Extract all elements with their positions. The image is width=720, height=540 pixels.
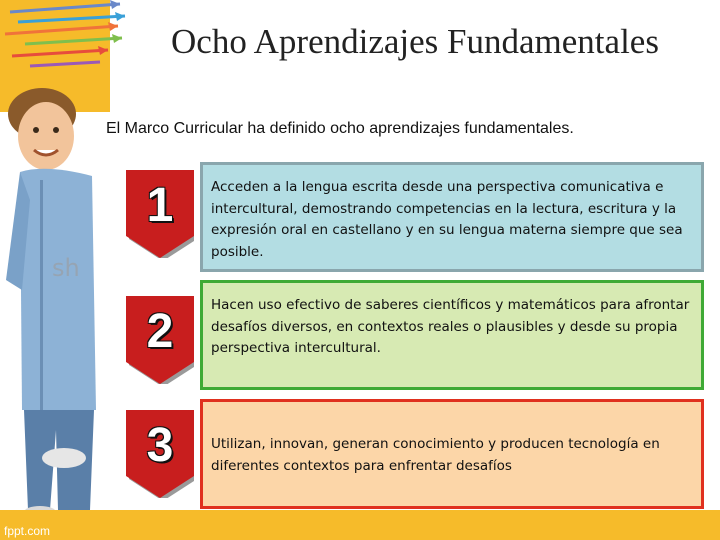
subtitle: El Marco Curricular ha definido ocho aprendizajes fundamentales. (106, 120, 574, 137)
footer-credit: fppt.com (4, 524, 51, 538)
item-box-3 (200, 399, 704, 509)
page-title: Ocho Aprendizajes Fundamentales (171, 22, 659, 61)
svg-text:sh: sh (52, 254, 80, 282)
item-text: Hacen uso efectivo de saberes científicos y matemáticos para afrontar desafíos diversos, en contextos reales o plausibles y desde su propia perspectiva intercultural. (211, 297, 690, 356)
badge-number: 2 (146, 305, 174, 358)
item-text: Acceden a la lengua escrita desde una perspectiva comunicativa e intercultural, demostrando competencias en la lectura, escritura y la expresión oral en castellano y en su lengua materna siempre que sea posible. (211, 179, 683, 260)
footer-band (0, 510, 720, 540)
badge-number: 3 (146, 419, 174, 472)
badge-1 (126, 170, 194, 258)
badge-number: 1 (146, 179, 174, 232)
item-box-2 (200, 280, 704, 390)
item-box-1 (200, 162, 704, 272)
badge-2 (126, 296, 194, 384)
item-text: Utilizan, innovan, generan conocimiento y producen tecnología en diferentes contextos para enfrentar desafíos (211, 436, 660, 474)
boy-photo (0, 80, 110, 520)
badge-3 (126, 410, 194, 498)
